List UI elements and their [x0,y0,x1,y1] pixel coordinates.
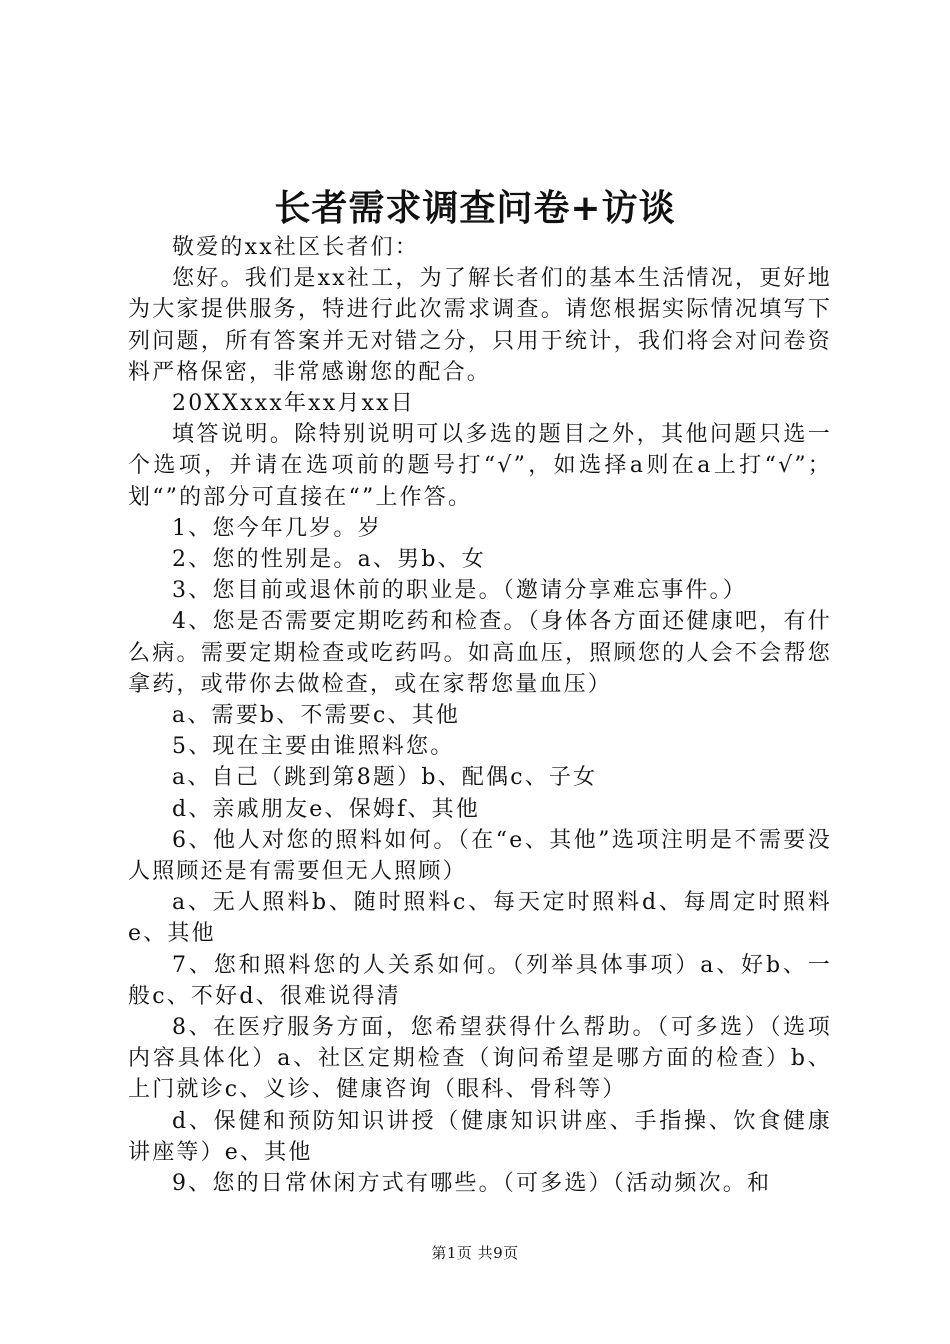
question-5-options-b: d、亲戚朋友e、保姆f、其他 [172,796,481,822]
question-5: 5、现在主要由谁照料您。 [172,734,455,760]
page-footer: 第1页 共9页 [431,1244,519,1262]
question-6-options: a、无人照料b、随时照料c、每天定时照料d、每周定时照料e、其他 [128,890,832,947]
document-title: 长者需求调查问卷+访谈 [274,188,676,229]
question-8: 8、在医疗服务方面，您希望获得什么帮助。（可多选）（选项内容具体化）a、社区定期检查（询问希望是哪方面的检查）b、上门就诊c、义诊、健康咨询（眼科、骨科等） [128,1015,832,1103]
question-7: 7、您和照料您的人关系如何。（列举具体事项）a、好b、一般c、不好d、很难说得清 [128,952,832,1009]
question-9: 9、您的日常休闲方式有哪些。（可多选）（活动频次。和 [172,1171,772,1197]
question-5-options-a: a、自己（跳到第8题）b、配偶c、子女 [172,765,598,791]
question-8-options: d、保健和预防知识讲授（健康知识讲座、手指操、饮食健康讲座等）e、其他 [128,1108,832,1165]
question-3: 3、您目前或退休前的职业是。（邀请分享难忘事件。） [172,578,747,604]
date-line: 20XXxxx年xx月xx日 [172,391,415,417]
question-4-options: a、需要b、不需要c、其他 [172,703,461,729]
question-2: 2、您的性别是。a、男b、女 [172,547,486,573]
instructions-paragraph: 填答说明。除特别说明可以多选的题目之外，其他问题只选一个选项，并请在选项前的题号打“√”，如选择a则在a上打“√”；划“”的部分可直接在“”上作答。 [128,422,832,510]
question-6: 6、他人对您的照料如何。（在“e、其他”选项注明是不需要没人照顾还是有需要但无人照顾） [128,827,832,885]
document-body [128,232,832,1199]
intro-paragraph: 您好。我们是xx社工，为了解长者们的基本生活情况，更好地为大家提供服务，特进行此次需求调查。请您根据实际情况填写下列问题，所有答案并无对错之分，只用于统计，我们将会对问卷资料严格保密，非常感谢您的配合。 [128,266,832,385]
greeting-paragraph: 敬爱的xx社区长者们： [172,235,420,260]
question-4: 4、您是否需要定期吃药和检查。（身体各方面还健康吧，有什么病。需要定期检查或吃药吗。如高血压，照顾您的人会不会帮您拿药，或带你去做检查，或在家帮您量血压） [128,609,832,697]
question-1: 1、您今年几岁。岁 [172,515,382,541]
